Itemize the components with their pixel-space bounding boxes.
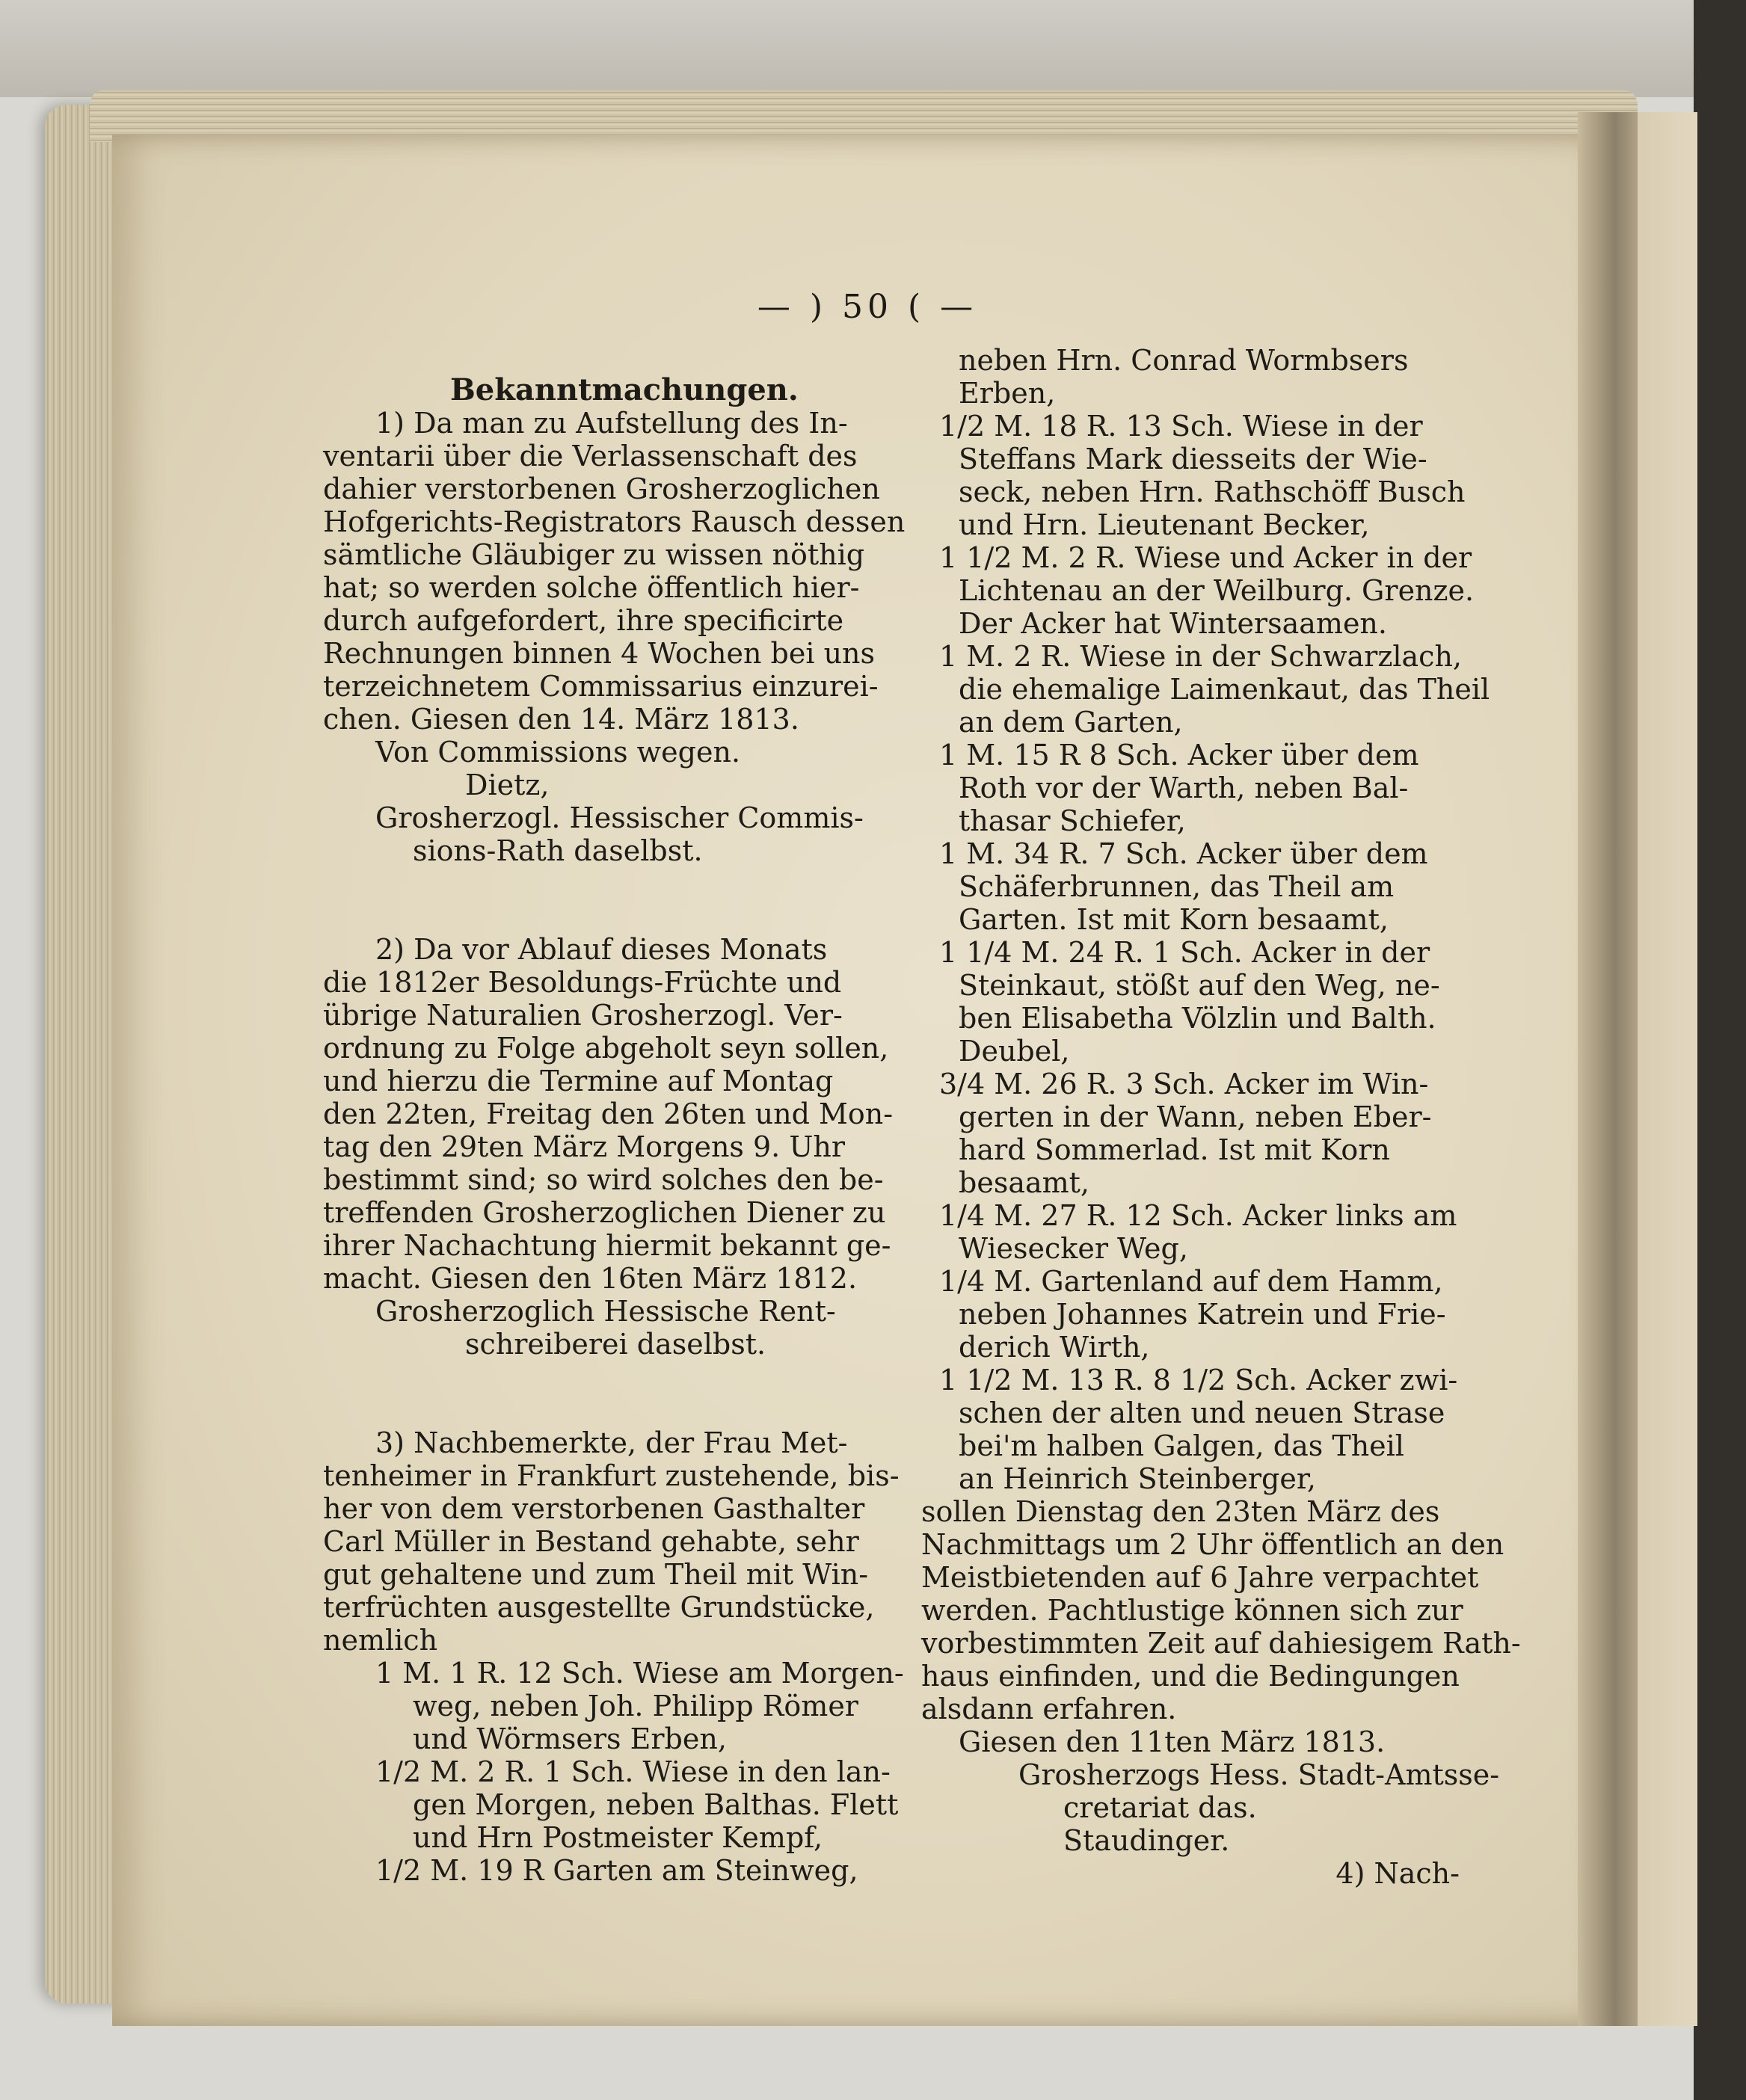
notice-1-line: chen. Giesen den 14. März 1813. <box>323 703 799 736</box>
right-line: werden. Pachtlustige können sich zur <box>921 1594 1463 1627</box>
right-line: 1 1/4 M. 24 R. 1 Sch. Acker in der <box>939 936 1430 969</box>
right-line: derich Wirth, <box>959 1331 1150 1364</box>
notice-2-line: bestimmt sind; so wird solches den be- <box>323 1163 884 1196</box>
signature-line: cretariat das. <box>1063 1791 1257 1824</box>
scanner-edge <box>1694 0 1746 2100</box>
notice-1-signature: Grosherzogl. Hessischer Commis- <box>375 801 864 834</box>
right-line: schen der alten und neuen Strase <box>959 1397 1445 1429</box>
notice-2-line: und hierzu die Termine auf Montag <box>323 1065 834 1097</box>
right-line: Deubel, <box>959 1035 1070 1068</box>
notice-2-line: 2) Da vor Ablauf dieses Monats <box>375 933 828 966</box>
property-item: 1/2 M. 19 R Garten am Steinweg, <box>375 1854 858 1887</box>
right-line: an Heinrich Steinberger, <box>959 1462 1316 1495</box>
right-line: 1 1/2 M. 13 R. 8 1/2 Sch. Acker zwi- <box>939 1364 1458 1397</box>
left-column <box>323 372 906 1887</box>
right-line: sollen Dienstag den 23ten März des <box>921 1495 1440 1528</box>
scanner-bed <box>0 0 1746 97</box>
property-item: 1/2 M. 2 R. 1 Sch. Wiese in den lan- <box>375 1755 891 1788</box>
right-line: ben Elisabetha Völzlin und Balth. <box>959 1002 1436 1035</box>
right-line: vorbestimmten Zeit auf dahiesigem Rath- <box>921 1627 1521 1660</box>
right-line: Erben, <box>959 377 1056 410</box>
right-line: Roth vor der Warth, neben Bal- <box>959 772 1409 804</box>
notice-1-line: terzeichnetem Commissarius einzurei- <box>323 670 879 703</box>
spacer <box>323 867 891 933</box>
right-line: Wiesecker Weg, <box>959 1232 1188 1265</box>
right-line: seck, neben Hrn. Rathschöff Busch <box>959 475 1466 508</box>
right-line: 1 M. 2 R. Wiese in der Schwarzlach, <box>939 640 1463 673</box>
signature-line: Grosherzogs Hess. Stadt-Amtsse- <box>1018 1758 1500 1791</box>
right-line: Lichtenau an der Weilburg. Grenze. <box>959 574 1475 607</box>
notice-2-line: ihrer Nachachtung hiermit bekannt ge- <box>323 1229 891 1262</box>
right-line: thasar Schiefer, <box>959 804 1186 837</box>
signature-name: Staudinger. <box>1063 1824 1230 1857</box>
notice-1-line: dahier verstorbenen Grosherzoglichen <box>323 472 880 505</box>
book-gutter <box>1578 112 1645 2026</box>
notice-1-line: sämtliche Gläubiger zu wissen nöthig <box>323 538 865 571</box>
notice-1-signature: sions-Rath daselbst. <box>413 834 703 867</box>
notice-1-line: Hofgerichts-Registrators Rausch dessen <box>323 505 906 538</box>
section-heading: Bekanntmachungen. <box>450 372 799 407</box>
notice-2-line: übrige Naturalien Grosherzogl. Ver- <box>323 999 843 1032</box>
right-line: besaamt, <box>959 1166 1090 1199</box>
property-item: und Hrn Postmeister Kempf, <box>413 1821 823 1854</box>
notice-2-line: den 22ten, Freitag den 26ten und Mon- <box>323 1097 894 1130</box>
notice-3-line: nemlich <box>323 1624 438 1657</box>
notice-2-line: macht. Giesen den 16ten März 1812. <box>323 1262 858 1295</box>
notice-1-line: ventarii über die Verlassenschaft des <box>323 440 858 472</box>
right-line: Schäferbrunnen, das Theil am <box>959 870 1395 903</box>
right-line: 1/4 M. 27 R. 12 Sch. Acker links am <box>939 1199 1457 1232</box>
notice-1-line: durch aufgefordert, ihre specificirte <box>323 604 844 637</box>
right-line: neben Johannes Katrein und Frie- <box>959 1298 1446 1331</box>
right-line: an dem Garten, <box>959 706 1183 739</box>
notice-2-signature: schreiberei daselbst. <box>465 1328 766 1361</box>
right-line: 1/4 M. Gartenland auf dem Hamm, <box>939 1265 1443 1298</box>
notice-2-signature: Grosherzoglich Hessische Rent- <box>375 1295 836 1328</box>
right-line: hard Sommerlad. Ist mit Korn <box>959 1133 1390 1166</box>
right-line: und Hrn. Lieutenant Becker, <box>959 508 1370 541</box>
right-line: Steffans Mark diesseits der Wie- <box>959 443 1427 475</box>
notice-3-line: 3) Nachbemerkte, der Frau Met- <box>375 1426 848 1459</box>
notice-1-line: hat; so werden solche öffentlich hier- <box>323 571 860 604</box>
right-line: bei'm halben Galgen, das Theil <box>959 1429 1404 1462</box>
notice-3-line: Carl Müller in Bestand gehabte, sehr <box>323 1525 859 1558</box>
notice-3-line: her von dem verstorbenen Gasthalter <box>323 1492 865 1525</box>
right-line: haus einfinden, und die Bedingungen <box>921 1660 1460 1693</box>
right-column <box>921 344 1521 1890</box>
notice-2-line: ordnung zu Folge abgeholt seyn sollen, <box>323 1032 889 1065</box>
notice-3-line: terfrüchten ausgestellte Grundstücke, <box>323 1591 875 1624</box>
right-line: 1/2 M. 18 R. 13 Sch. Wiese in der <box>939 410 1423 443</box>
property-item: 1 M. 1 R. 12 Sch. Wiese am Morgen- <box>375 1657 904 1690</box>
right-line: 1 1/2 M. 2 R. Wiese und Acker in der <box>939 541 1472 574</box>
right-line: Steinkaut, stößt auf den Weg, ne- <box>959 969 1440 1002</box>
catchword: 4) Nach- <box>1335 1857 1460 1890</box>
notice-3-line: tenheimer in Frankfurt zustehende, bis- <box>323 1459 900 1492</box>
notice-2-line: treffenden Grosherzoglichen Diener zu <box>323 1196 886 1229</box>
right-line: Der Acker hat Wintersaamen. <box>959 607 1387 640</box>
right-line: Garten. Ist mit Korn besaamt, <box>959 903 1389 936</box>
right-line: Nachmittags um 2 Uhr öffentlich an den <box>921 1528 1504 1561</box>
notice-2-line: tag den 29ten März Morgens 9. Uhr <box>323 1130 846 1163</box>
right-line: 1 M. 34 R. 7 Sch. Acker über dem <box>939 837 1428 870</box>
facing-page-edge <box>1638 112 1697 2026</box>
right-line: gerten in der Wann, neben Eber- <box>959 1100 1432 1133</box>
right-line: 1 M. 15 R 8 Sch. Acker über dem <box>939 739 1419 772</box>
property-item: weg, neben Joh. Philipp Römer <box>413 1690 858 1722</box>
right-line: die ehemalige Laimenkaut, das Theil <box>959 673 1490 706</box>
right-line: neben Hrn. Conrad Wormbsers <box>959 344 1409 377</box>
date-line: Giesen den 11ten März 1813. <box>959 1725 1386 1758</box>
spacer <box>323 1361 891 1426</box>
property-item: gen Morgen, neben Balthas. Flett <box>413 1788 899 1821</box>
notice-2-line: die 1812er Besoldungs-Früchte und <box>323 966 842 999</box>
right-line: 3/4 M. 26 R. 3 Sch. Acker im Win- <box>939 1068 1429 1100</box>
right-line: alsdann erfahren. <box>921 1693 1177 1725</box>
notice-3-line: gut gehaltene und zum Theil mit Win- <box>323 1558 869 1591</box>
notice-1-signature: Dietz, <box>465 769 550 801</box>
notice-1-line: 1) Da man zu Aufstellung des In- <box>375 407 848 440</box>
notice-1-signature: Von Commissions wegen. <box>375 736 741 769</box>
property-item: und Wörmsers Erben, <box>413 1722 727 1755</box>
page-number-header: — ) 50 ( — <box>757 288 978 326</box>
notice-1-line: Rechnungen binnen 4 Wochen bei uns <box>323 637 876 670</box>
right-line: Meistbietenden auf 6 Jahre verpachtet <box>921 1561 1479 1594</box>
